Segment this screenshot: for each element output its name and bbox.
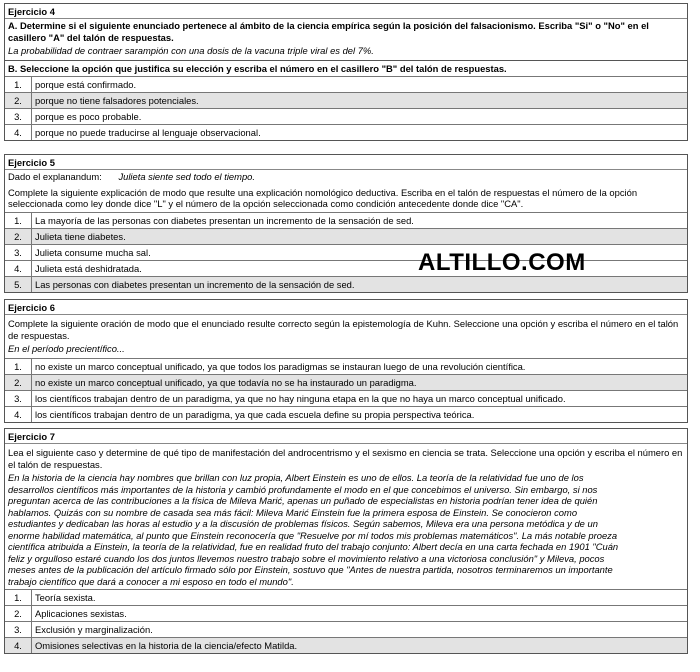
exercise-5-instructions: Complete la siguiente explicación de modo que resulte una explicación nomológico deductiva. Escriba en el talón de respuestas el número de la opción seleccionada como ley donde dice "L" y el número de la opción seleccionada como condición antecedente donde dice "CA".: [8, 186, 638, 210]
option-number: 2.: [5, 375, 32, 390]
case-line: trabajo científico que dará a conocer a mi esposo en todo el mundo".: [8, 575, 294, 587]
option-text: los científicos trabajan dentro de un paradigma, ya que no hay ninguna etapa en la que no haya un marco conceptual unificado.: [35, 392, 566, 404]
option-row[interactable]: [5, 212, 687, 228]
case-line: meses antes de la publicación del artículo firmado sólo por Einstein, sostuvo que "Antes de nuestra partida, nosotros terminaremos un importante: [8, 564, 613, 576]
option-text: Julieta consume mucha sal.: [35, 246, 151, 258]
option-text: Exclusión y marginalización.: [35, 624, 153, 636]
option-text: los científicos trabajan dentro de un paradigma, ya que cada escuela define su propia perspectiva teórica.: [35, 408, 475, 420]
option-number: 1.: [5, 359, 32, 374]
exercise-5-explanandum: [5, 170, 687, 185]
option-number: 2.: [5, 606, 32, 621]
option-number: 5.: [5, 277, 32, 292]
option-row[interactable]: [5, 589, 687, 605]
option-text: Aplicaciones sexistas.: [35, 608, 127, 620]
exercise-4-statement: La probabilidad de contraer sarampión con una dosis de la vacuna triple viral es del 7%.: [8, 45, 374, 57]
option-number: 1.: [5, 590, 32, 605]
option-text: Las personas con diabetes presentan un incremento de la sensación de sed.: [35, 278, 355, 290]
option-text: porque está confirmado.: [35, 79, 137, 91]
exercise-7-title: Ejercicio 7: [5, 429, 687, 444]
option-number: 2.: [5, 93, 32, 108]
exercise-5-title: Ejercicio 5: [5, 155, 687, 170]
exercise-7-instructions: Lea el siguiente caso y determine de qué tipo de manifestación del androcentrismo y el sexismo en ciencia se trata. Seleccione una opción y escriba el número en el talón de respuestas.: [8, 447, 683, 470]
option-row[interactable]: [5, 108, 687, 124]
option-number: 4.: [5, 407, 32, 422]
exercise-6-instructions: Complete la siguiente oración de modo que el enunciado resulte correcto según la epistemología de Kuhn. Seleccione una opción y escriba el número en el talón de respuestas.: [8, 318, 679, 341]
exercise-4-title: Ejercicio 4: [5, 4, 687, 19]
option-text: Omisiones selectivas en la historia de la ciencia/efecto Matilda.: [35, 640, 298, 652]
option-row[interactable]: [5, 228, 687, 244]
case-line: feliz y orgulloso estaré cuando los dos juntos llevemos nuestro trabajo sobre el movimiento relativo a una victoriosa conclusión" y Mileva, pocos: [8, 552, 605, 564]
option-row[interactable]: [5, 276, 687, 292]
explanandum-text: Julieta siente sed todo el tiempo.: [118, 171, 255, 183]
option-text: porque no puede traducirse al lenguaje observacional.: [35, 127, 261, 139]
case-line: preguntan acerca de las contribuciones a la física de Mileva Marić, apenas un puñado de especialistas en historia podrían tener idea de quién: [8, 495, 598, 507]
option-number: 3.: [5, 622, 32, 637]
option-number: 4.: [5, 638, 32, 653]
case-line: científica atribuida a Einstein, la teoría de la relatividad, fue en realidad fruto del trabajo conjunto: Albert decía en una carta fechada en 1901 "Cuán: [8, 541, 619, 553]
option-number: 3.: [5, 245, 32, 260]
explanandum-label: Dado el explanandum:: [8, 171, 102, 183]
option-row[interactable]: [5, 390, 687, 406]
exercise-7-case: [5, 471, 687, 589]
option-text: La mayoría de las personas con diabetes presentan un incremento de la sensación de sed.: [35, 214, 414, 226]
case-line: desarrollos científicos más importantes de la historia y cambió profundamente el modo en el que concebimos el universo. Sin embargo, si nos: [8, 483, 598, 495]
case-line: En la historia de la ciencia hay nombres que brillan con luz propia, Albert Einstein es uno de ellos. La teoría de la relatividad fue uno de los: [8, 472, 584, 484]
option-number: 4.: [5, 261, 32, 276]
exercise-6: [4, 299, 688, 423]
option-row[interactable]: [5, 358, 687, 374]
option-row[interactable]: [5, 76, 687, 92]
exercise-6-title: Ejercicio 6: [5, 300, 687, 315]
option-number: 1.: [5, 213, 32, 228]
exercise-6-stem: En el período precientífico...: [8, 343, 125, 355]
option-number: 3.: [5, 391, 32, 406]
option-text: no existe un marco conceptual unificado, ya que todavía no se ha instaurado un paradigma.: [35, 376, 417, 388]
watermark: ALTILLO.COM: [418, 249, 586, 276]
option-text: no existe un marco conceptual unificado, ya que todos los paradigmas se instauran luego de una revolución científica.: [35, 360, 526, 372]
option-number: 4.: [5, 125, 32, 140]
exercise-4-part-a: A. Determine si el siguiente enunciado pertenece al ámbito de la ciencia empírica según la posición del falsacionismo. Escriba "Si" o "No" en el casillero "A" del talón de respuestas.: [8, 20, 649, 43]
option-row[interactable]: [5, 605, 687, 621]
option-number: 1.: [5, 77, 32, 92]
case-line: enorme habilidad matemática, al punto que Einstein reconocería que "Resuelve por mí todos mis problemas matemáticos". La más notable proeza: [8, 529, 618, 541]
exercise-4: [4, 3, 688, 141]
option-number: 3.: [5, 109, 32, 124]
option-text: Julieta está deshidratada.: [35, 262, 142, 274]
option-row[interactable]: [5, 621, 687, 637]
option-row[interactable]: [5, 374, 687, 390]
option-row[interactable]: [5, 406, 687, 422]
exercise-4-part-b: B. Seleccione la opción que justifica su elección y escriba el número en el casillero "B" del talón de respuestas.: [5, 60, 687, 76]
option-text: porque es poco probable.: [35, 111, 142, 123]
exercise-7: [4, 428, 688, 654]
option-text: Julieta tiene diabetes.: [35, 230, 126, 242]
option-row[interactable]: [5, 92, 687, 108]
option-text: Teoría sexista.: [35, 592, 96, 604]
option-row[interactable]: [5, 124, 687, 140]
case-line: estudiantes y dedicaban las horas al estudio y a la discusión de problemas físicos. Según sabemos, Mileva era una persona metódica y de un: [8, 518, 598, 530]
option-text: porque no tiene falsadores potenciales.: [35, 95, 199, 107]
option-row[interactable]: [5, 637, 687, 653]
case-line: hablamos. Quizás con su nombre de casada sea más fácil: Mileva Marić Einstein fue la primera esposa de Einstein. Se conocieron como: [8, 506, 578, 518]
option-number: 2.: [5, 229, 32, 244]
